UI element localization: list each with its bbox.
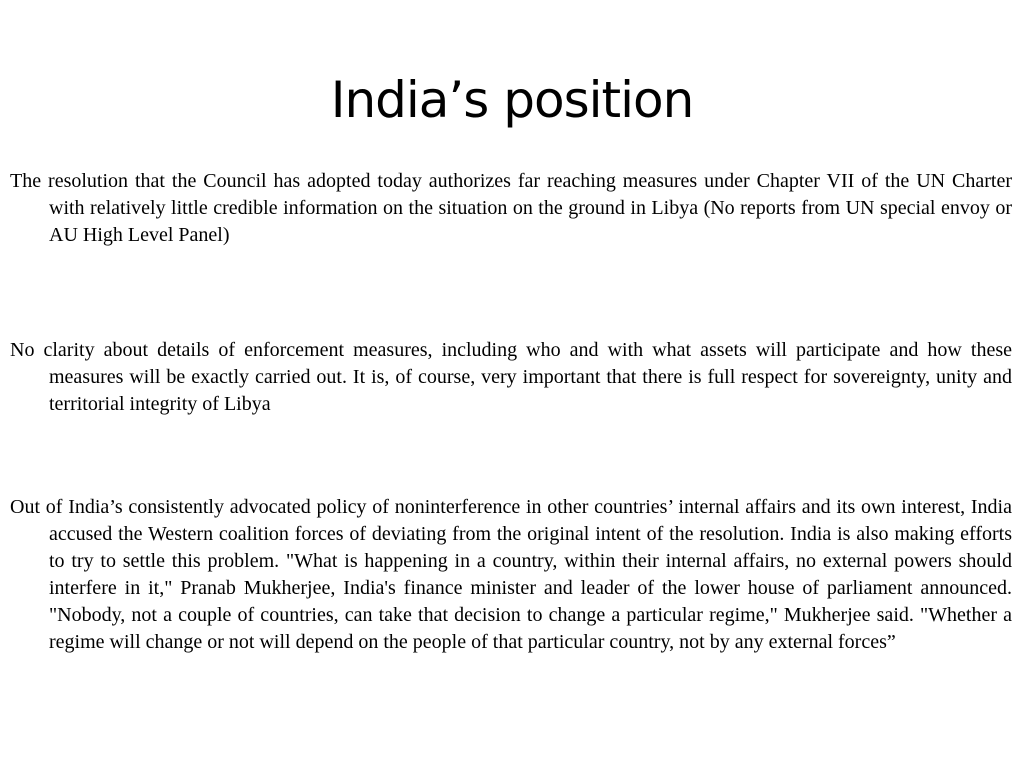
- paragraph-resolution: The resolution that the Council has adopted today authorizes far reaching measures under Chapter VII of the UN Charter with relatively little credible information on the situation on the ground in Libya (No reports from UN special envoy or AU High Level Panel): [10, 170, 1012, 246]
- paragraph-noninterference: Out of India’s consistently advocated policy of noninterference in other countries’ internal affairs and its own interest, India accused the Western coalition forces of deviating from the original intent of the resolution. India is also making efforts to try to settle this problem. "What is happening in a country, within their internal affairs, no external powers should interfere in it," Pranab Mukherjee, India's finance minister and leader of the lower house of parliament announced. "Nobody, not a couple of countries, can take that decision to change a particular regime," Mukherjee said. "Whether a regime will change or not will depend on the people of that particular country, not by any external forces”: [10, 496, 1012, 653]
- slide-title: India’s position: [330, 71, 694, 129]
- paragraph-enforcement-clarity: No clarity about details of enforcement measures, including who and with what assets will participate and how these measures will be exactly carried out. It is, of course, very important that there is full respect for sovereignty, unity and territorial integrity of Libya: [10, 339, 1012, 415]
